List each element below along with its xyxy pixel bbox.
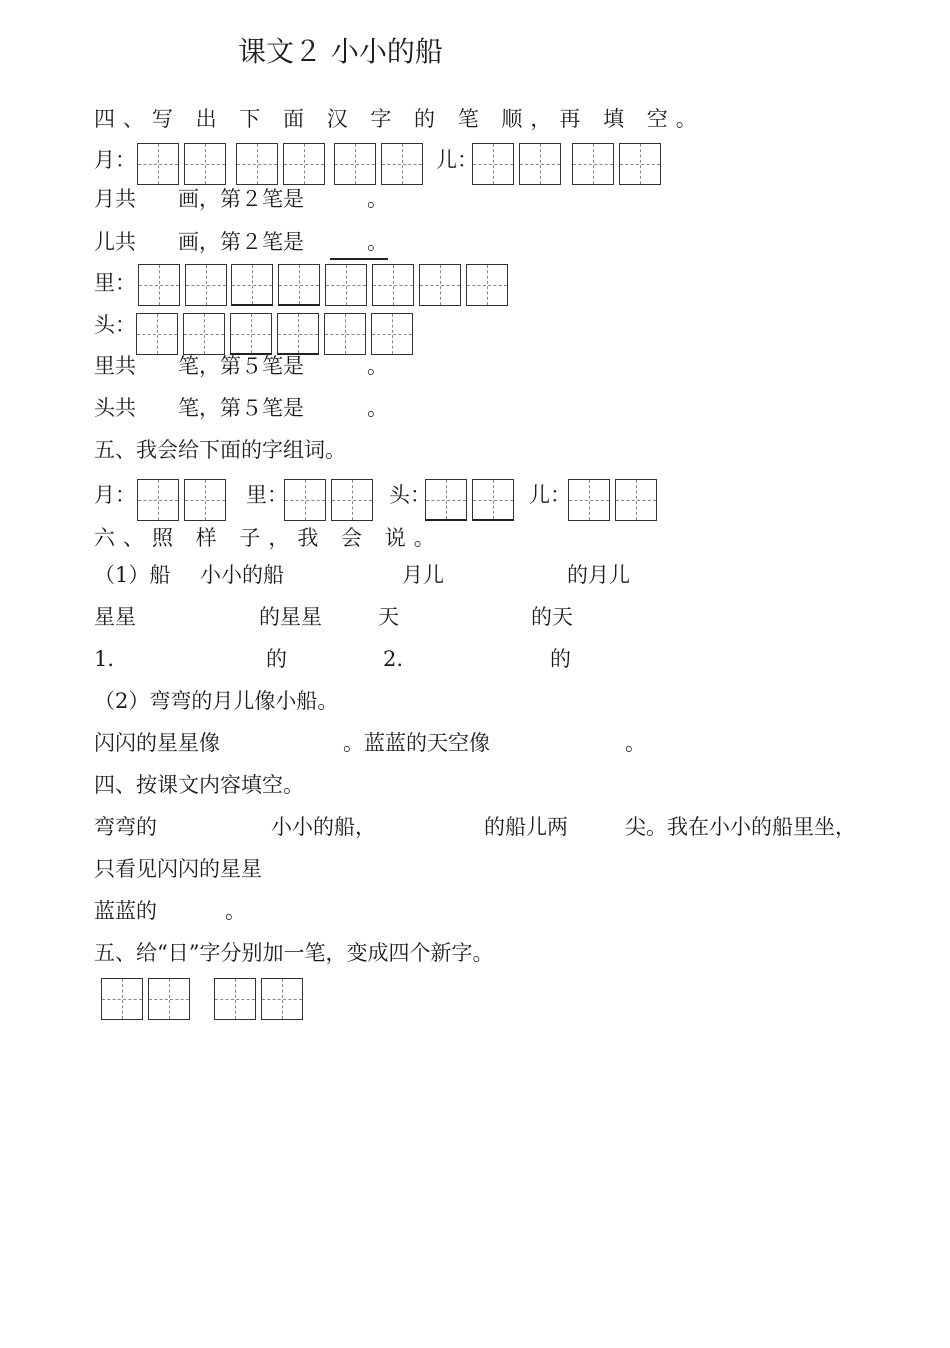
writing-box[interactable]: [381, 143, 423, 185]
stroke-count-tou: 头共 笔，第５笔是 。: [94, 396, 388, 420]
writing-box[interactable]: [184, 143, 226, 185]
char-label-tou: 头：: [389, 483, 431, 507]
fill-text: 的船儿两: [484, 815, 568, 839]
writing-box[interactable]: [101, 978, 143, 1020]
writing-box[interactable]: [283, 143, 325, 185]
writing-box[interactable]: [185, 264, 227, 306]
char-label-er: 儿：: [529, 483, 571, 507]
fill-text: 只看见闪闪的星星: [94, 857, 262, 881]
fill-text: 弯弯的: [94, 815, 157, 839]
writing-box[interactable]: [231, 264, 273, 306]
fill-text: 蓝蓝的: [94, 899, 157, 923]
exercise-text: 的月儿: [567, 563, 630, 587]
writing-box[interactable]: [466, 264, 508, 306]
example-text: （1）船: [94, 563, 171, 587]
writing-box[interactable]: [236, 143, 278, 185]
writing-box[interactable]: [419, 264, 461, 306]
writing-box[interactable]: [425, 479, 467, 521]
writing-box[interactable]: [214, 978, 256, 1020]
writing-box[interactable]: [472, 143, 514, 185]
exercise-text: 星星: [94, 605, 136, 629]
answer-underline: [330, 258, 388, 260]
exercise-text: 。: [625, 731, 646, 755]
exercise-text: 的: [550, 647, 571, 671]
writing-box[interactable]: [372, 264, 414, 306]
section-heading-stroke-order: 四、写 出 下 面 汉 字 的 笔 顺，再 填 空。: [94, 107, 705, 131]
writing-box[interactable]: [572, 143, 614, 185]
stroke-count-yue: 月共 画，第２笔是 。: [94, 187, 388, 211]
section-heading-imitate: 六、照 样 子，我 会 说。: [94, 526, 443, 550]
writing-box[interactable]: [619, 143, 661, 185]
example-sentence: （2）弯弯的月儿像小船。: [94, 689, 339, 713]
writing-box[interactable]: [615, 479, 657, 521]
exercise-text: 天: [378, 605, 399, 629]
writing-box[interactable]: [230, 313, 272, 355]
section-heading-new-characters: 五、给“日”字分别加一笔，变成四个新字。: [94, 941, 494, 965]
writing-box[interactable]: [277, 313, 319, 355]
section-heading-word-forming: 五、我会给下面的字组词。: [94, 438, 346, 462]
exercise-text: 月儿: [402, 563, 444, 587]
char-label-li: 里：: [246, 483, 288, 507]
writing-box[interactable]: [183, 313, 225, 355]
writing-box[interactable]: [184, 479, 226, 521]
exercise-text: 1.: [94, 647, 115, 671]
writing-box[interactable]: [137, 479, 179, 521]
char-label-er: 儿：: [436, 148, 478, 172]
example-text: 小小的船: [200, 563, 284, 587]
exercise-text: 2.: [383, 647, 404, 671]
exercise-text: 的星星: [259, 605, 322, 629]
fill-text: 尖。我在小小的船里坐，: [625, 815, 856, 839]
writing-box[interactable]: [371, 313, 413, 355]
writing-box[interactable]: [472, 479, 514, 521]
char-label-yue: 月：: [94, 148, 136, 172]
writing-box[interactable]: [148, 978, 190, 1020]
writing-box[interactable]: [325, 264, 367, 306]
exercise-text: 的天: [531, 605, 573, 629]
stroke-count-er: 儿共 画，第２笔是 。: [94, 230, 388, 254]
char-label-tou: 头：: [94, 313, 136, 337]
exercise-text: 闪闪的星星像: [94, 731, 220, 755]
fill-text: 。: [225, 899, 246, 923]
page-title: 课文２ 小小的船: [238, 35, 443, 68]
char-label-yue: 月：: [94, 483, 136, 507]
writing-box[interactable]: [284, 479, 326, 521]
writing-box[interactable]: [331, 479, 373, 521]
writing-box[interactable]: [138, 264, 180, 306]
writing-box[interactable]: [278, 264, 320, 306]
fill-text: 小小的船，: [271, 815, 376, 839]
writing-box[interactable]: [334, 143, 376, 185]
writing-box[interactable]: [137, 143, 179, 185]
exercise-text: 。蓝蓝的天空像: [343, 731, 490, 755]
writing-box[interactable]: [568, 479, 610, 521]
writing-box[interactable]: [519, 143, 561, 185]
writing-box[interactable]: [136, 313, 178, 355]
section-heading-fill: 四、按课文内容填空。: [94, 773, 304, 797]
writing-box[interactable]: [324, 313, 366, 355]
stroke-count-li: 里共 笔，第５笔是 。: [94, 354, 388, 378]
char-label-li: 里：: [94, 271, 136, 295]
writing-box[interactable]: [261, 978, 303, 1020]
exercise-text: 的: [266, 647, 287, 671]
